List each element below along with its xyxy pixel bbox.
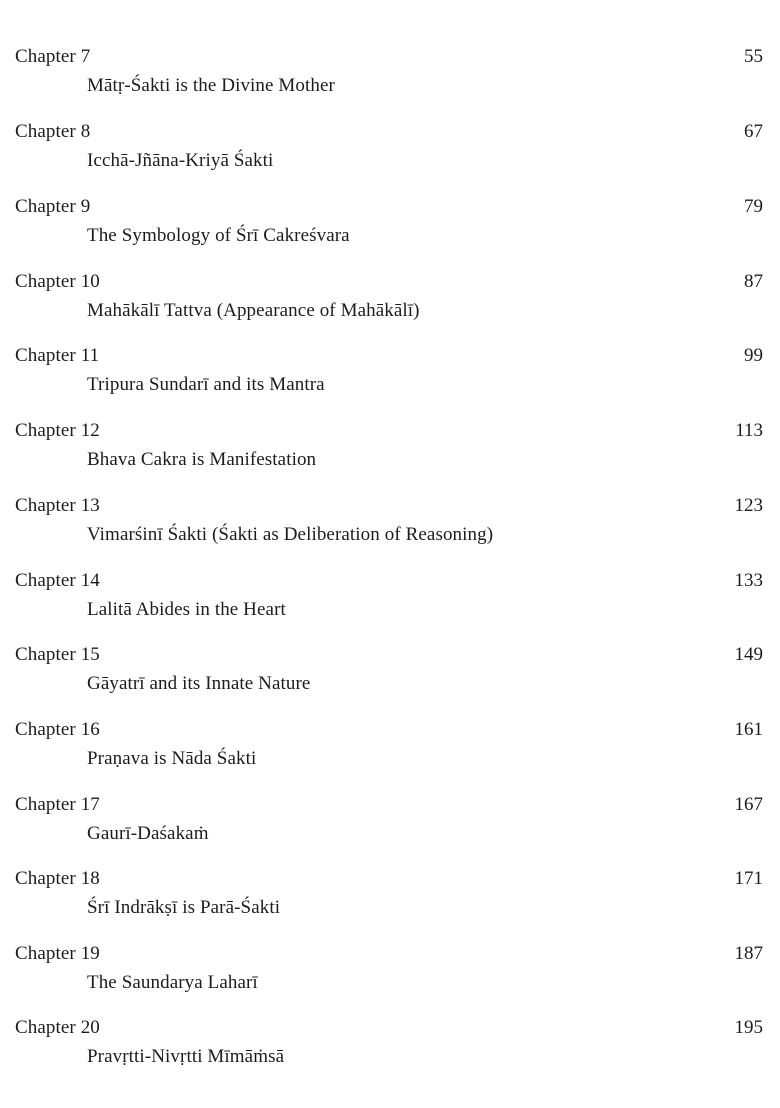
chapter-title: Gaurī-Daśakaṁ xyxy=(87,823,209,844)
page-number: 167 xyxy=(734,794,763,815)
chapter-label: Chapter 17 xyxy=(15,794,100,815)
page-number: 187 xyxy=(734,943,763,964)
page-number: 149 xyxy=(734,644,763,665)
chapter-label: Chapter 8 xyxy=(15,121,91,142)
toc-entry-chapter-13 xyxy=(0,495,780,569)
chapter-label: Chapter 16 xyxy=(15,719,100,740)
page-number: 113 xyxy=(735,420,763,441)
chapter-label: Chapter 11 xyxy=(15,345,100,366)
page-number: 55 xyxy=(744,46,763,67)
chapter-title: Tripura Sundarī and its Mantra xyxy=(87,374,325,395)
chapter-label: Chapter 14 xyxy=(15,570,100,591)
toc-entry-chapter-10 xyxy=(0,271,780,345)
page-number: 87 xyxy=(744,271,763,292)
toc-entry-chapter-20 xyxy=(0,1017,780,1091)
page-number: 133 xyxy=(734,570,763,591)
chapter-title: The Symbology of Śrī Cakreśvara xyxy=(87,225,350,246)
chapter-title: Lalitā Abides in the Heart xyxy=(87,599,286,620)
page-number: 79 xyxy=(744,196,763,217)
chapter-title: Vimarśinī Śakti (Śakti as Deliberation of Reasoning) xyxy=(87,524,494,545)
chapter-label: Chapter 13 xyxy=(15,495,100,516)
toc-entry-chapter-9 xyxy=(0,196,780,270)
toc-entry-chapter-18 xyxy=(0,868,780,942)
chapter-title: Pravṛtti-Nivṛtti Mīmāṁsā xyxy=(87,1046,285,1067)
toc-entry-chapter-15 xyxy=(0,644,780,718)
page-number: 171 xyxy=(734,868,763,889)
toc-entry-chapter-19 xyxy=(0,943,780,1017)
toc-entry-chapter-12 xyxy=(0,420,780,494)
chapter-title: Mātṛ-Śakti is the Divine Mother xyxy=(87,75,335,96)
chapter-label: Chapter 18 xyxy=(15,868,100,889)
chapter-label: Chapter 10 xyxy=(15,271,100,292)
chapter-title: Icchā-Jñāna-Kriyā Śakti xyxy=(87,150,274,171)
toc-entry-chapter-7 xyxy=(0,46,780,120)
chapter-title: Praṇava is Nāda Śakti xyxy=(87,748,257,769)
page-number: 67 xyxy=(744,121,763,142)
toc-entry-chapter-14 xyxy=(0,570,780,644)
chapter-label: Chapter 19 xyxy=(15,943,100,964)
chapter-label: Chapter 20 xyxy=(15,1017,100,1038)
page-number: 195 xyxy=(734,1017,763,1038)
chapter-label: Chapter 15 xyxy=(15,644,100,665)
page-number: 99 xyxy=(744,345,763,366)
toc-entry-chapter-11 xyxy=(0,345,780,419)
chapter-label: Chapter 9 xyxy=(15,196,91,217)
chapter-label: Chapter 12 xyxy=(15,420,100,441)
chapter-title: Gāyatrī and its Innate Nature xyxy=(87,673,311,694)
toc-entry-chapter-16 xyxy=(0,719,780,793)
chapter-label: Chapter 7 xyxy=(15,46,91,67)
chapter-title: Mahākālī Tattva (Appearance of Mahākālī) xyxy=(87,300,420,321)
page-number: 123 xyxy=(734,495,763,516)
toc-entry-chapter-17 xyxy=(0,794,780,868)
chapter-title: The Saundarya Laharī xyxy=(87,972,258,993)
toc-entry-chapter-8 xyxy=(0,121,780,195)
chapter-title: Śrī Indrākṣī is Parā-Śakti xyxy=(87,897,281,918)
chapter-title: Bhava Cakra is Manifestation xyxy=(87,449,317,470)
page-number: 161 xyxy=(734,719,763,740)
